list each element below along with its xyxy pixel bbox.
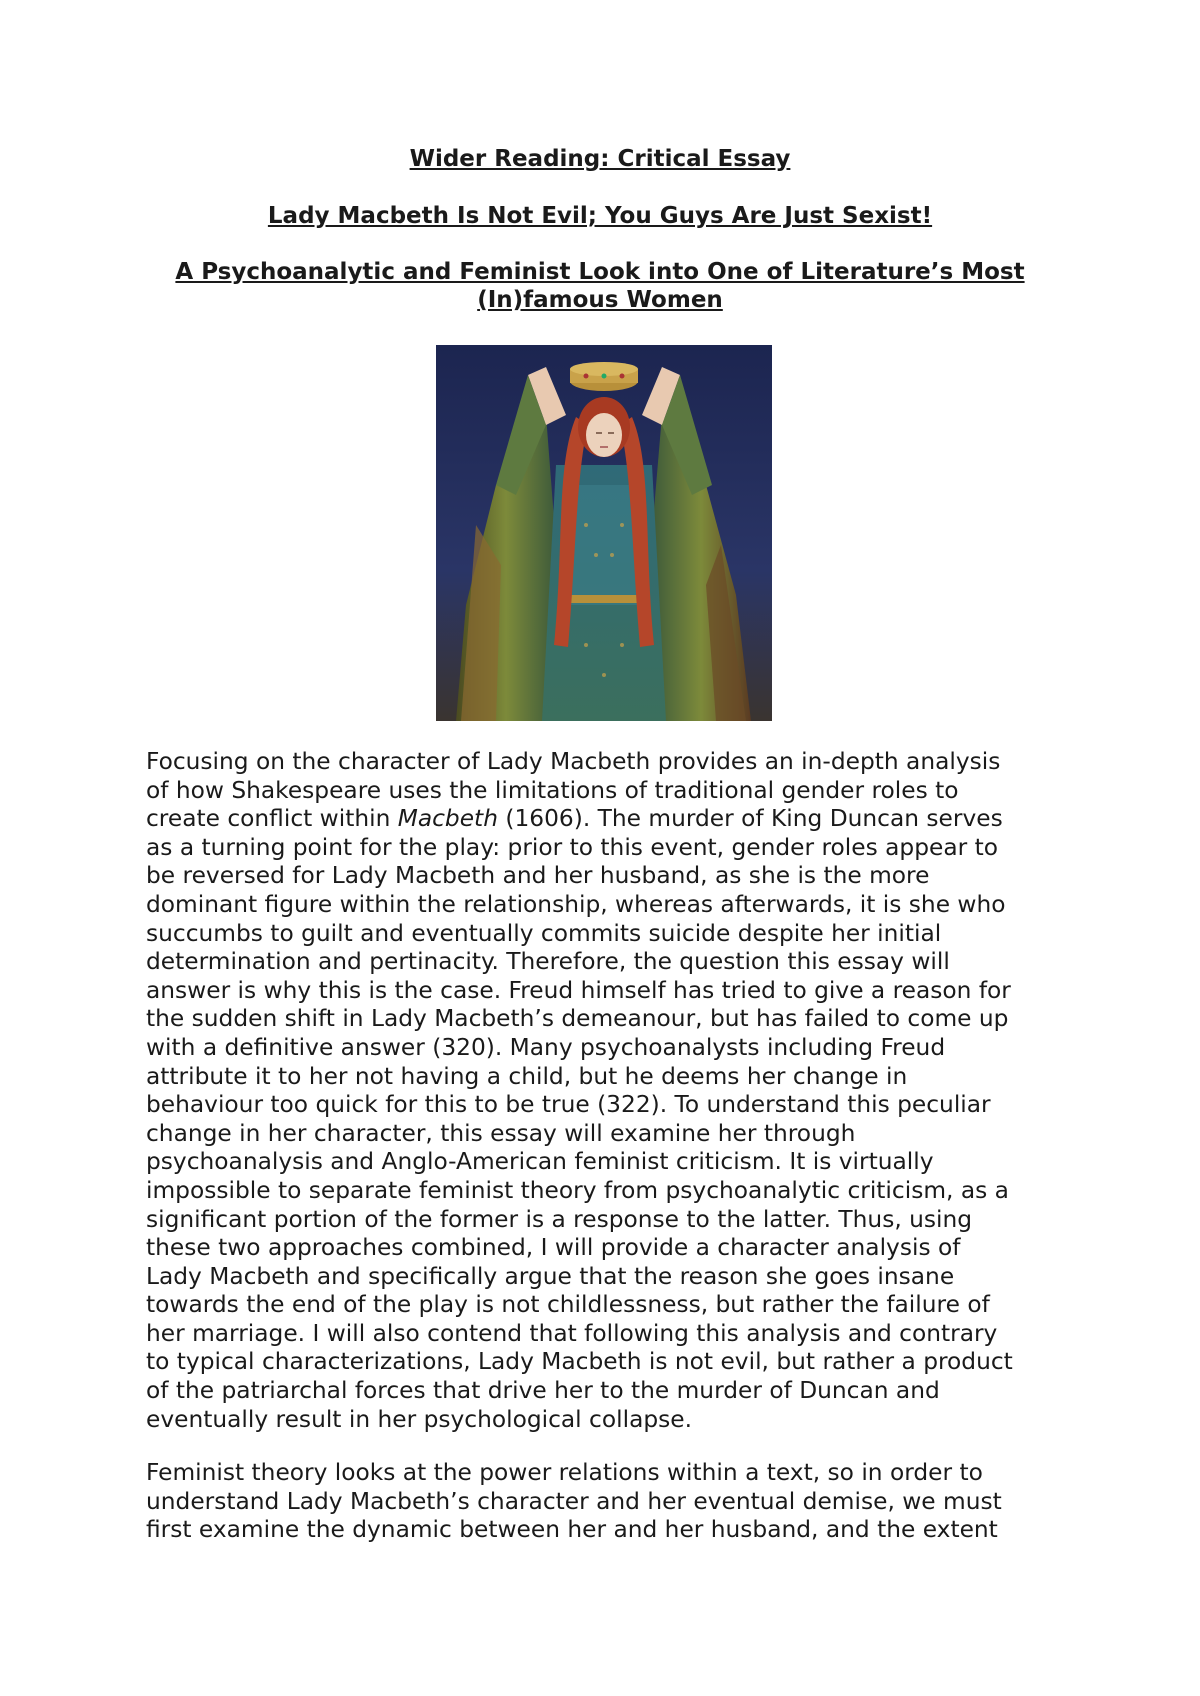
lady-macbeth-portrait [436, 345, 772, 721]
paragraph-line: as a turning point for the play: prior to this event, gender roles appear to [146, 833, 998, 861]
paragraph-line: of the patriarchal forces that drive her to the murder of Duncan and [146, 1377, 940, 1405]
paragraph-line: change in her character, this essay will examine her through [146, 1119, 856, 1147]
paragraph-line: behaviour too quick for this to be true (322). To understand this peculiar [146, 1091, 991, 1119]
paragraph-line: impossible to separate feminist theory from psychoanalytic criticism, as a [146, 1176, 1009, 1204]
paragraph-line: eventually result in her psychological collapse. [146, 1405, 693, 1433]
paragraph-line: with a definitive answer (320). Many psychoanalysts including Freud [146, 1033, 946, 1061]
paragraph-line: towards the end of the play is not childlessness, but rather the failure of [146, 1291, 990, 1319]
paragraph-line: determination and pertinacity. Therefore, the question this essay will [146, 948, 950, 976]
essay-title: Lady Macbeth Is Not Evil; You Guys Are Just Sexist! [267, 203, 933, 229]
paragraph-line: understand Lady Macbeth’s character and her eventual demise, we must [146, 1487, 1002, 1515]
play-title: Macbeth [397, 805, 498, 833]
paragraph-line: Focusing on the character of Lady Macbeth provides an in-depth analysis [146, 748, 1001, 775]
paragraph-line: to typical characterizations, Lady Macbeth is not evil, but rather a product [146, 1348, 1013, 1376]
paragraph-line: attribute it to her not having a child, but he deems her change in [146, 1062, 908, 1090]
paragraph-line: her marriage. I will also contend that following this analysis and contrary [146, 1319, 998, 1347]
paragraph-line [146, 805, 1062, 834]
paragraph-line: succumbs to guilt and eventually commits suicide despite her initial [146, 919, 942, 947]
paragraph-line: the sudden shift in Lady Macbeth’s demeanour, but has failed to come up [146, 1005, 1009, 1033]
essay-subtitle [146, 258, 1054, 314]
paragraph-line: psychoanalysis and Anglo-American feminist criticism. It is virtually [146, 1148, 934, 1176]
paragraph-line: Lady Macbeth and specifically argue that the reason she goes insane [146, 1262, 955, 1290]
paragraph-line: first examine the dynamic between her and her husband, and the extent [146, 1516, 998, 1544]
paragraph-line: Feminist theory looks at the power relations within a text, so in order to [146, 1459, 983, 1486]
paragraph-text: create conflict within [146, 805, 398, 833]
paragraph-line: answer is why this is the case. Freud himself has tried to give a reason for [146, 976, 1011, 1004]
paragraph-line: of how Shakespeare uses the limitations of traditional gender roles to [146, 776, 959, 804]
paragraph-line: these two approaches combined, I will provide a character analysis of [146, 1234, 961, 1262]
paragraph-2 [146, 1459, 1062, 1545]
document-title: Wider Reading: Critical Essay [409, 146, 791, 172]
essay-subtitle-line-1: A Psychoanalytic and Feminist Look into One of Literature’s Most [175, 259, 1025, 285]
paragraph-text: (1606). The murder of King Duncan serves [497, 805, 1003, 833]
paragraph-line: significant portion of the former is a response to the latter. Thus, using [146, 1205, 973, 1233]
paragraph-line: be reversed for Lady Macbeth and her husband, as she is the more [146, 862, 930, 890]
paragraph-line: dominant figure within the relationship, whereas afterwards, it is she who [146, 890, 1006, 918]
essay-subtitle-line-2: (In)famous Women [477, 287, 723, 313]
paragraph-1 [146, 748, 1062, 1434]
